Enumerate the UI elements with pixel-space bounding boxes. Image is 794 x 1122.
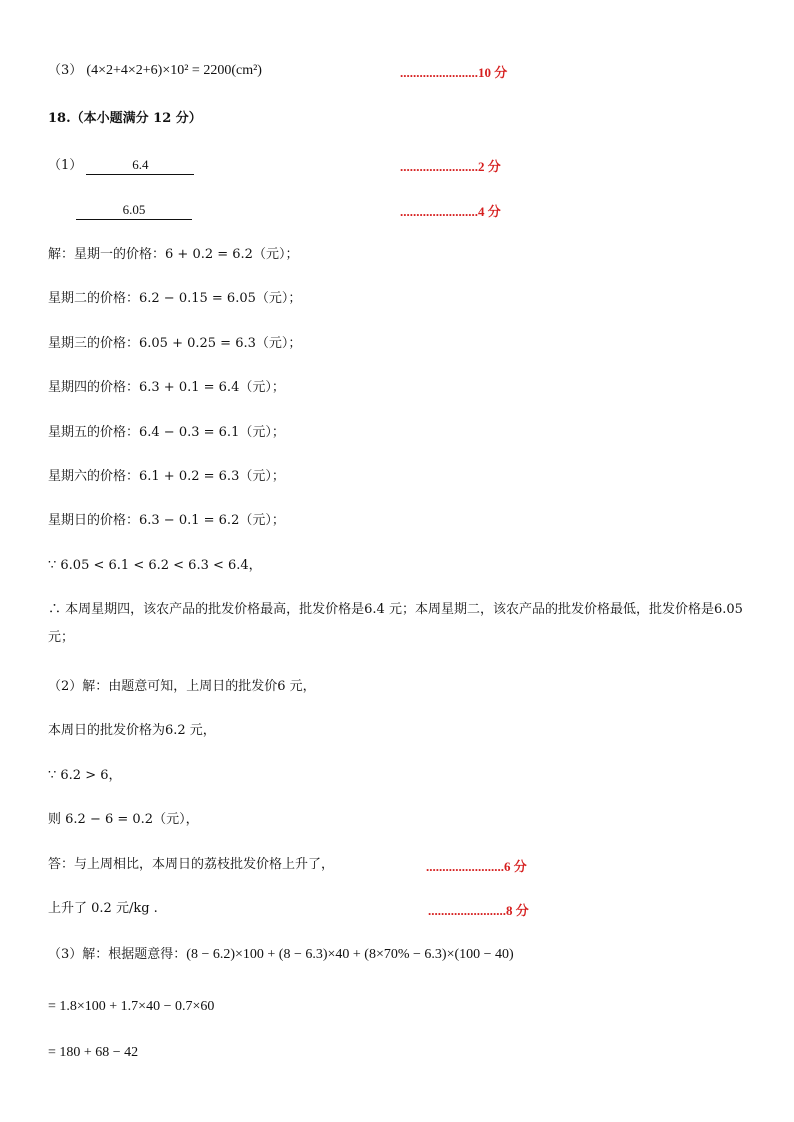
answer-blank-1: 6.4 xyxy=(86,156,194,175)
saturday-price: 星期六的价格：6.1 + 0.2 = 6.3（元）； xyxy=(48,469,285,484)
score-8: ........................8 分 xyxy=(428,903,529,918)
score-6: ........................6 分 xyxy=(426,859,527,874)
solution-label: 解： xyxy=(48,247,75,262)
answer-blank-2: 6.05 xyxy=(76,201,192,220)
area-formula: (4×2+4×2+6)×10² = 2200(cm²) xyxy=(86,63,262,78)
part3-step-2: = 180 + 68 − 42 xyxy=(48,1045,139,1060)
monday-price: 星期一的价格：6 + 0.2 = 6.2（元）； xyxy=(74,247,299,262)
score-10: ........................10 分 xyxy=(400,65,508,80)
thursday-price: 星期四的价格：6.3 + 0.1 = 6.4（元）； xyxy=(48,380,285,395)
profit-expression: (8 − 6.2)×100 + (8 − 6.3)×40 + (8×70% − 6.3)×(100 − 40) xyxy=(186,947,514,962)
because-comparison: ∵ 6.05 < 6.1 < 6.2 < 6.3 < 6.4， xyxy=(48,558,262,573)
part2-difference: 则 6.2 − 6 = 0.2（元）， xyxy=(48,812,199,827)
part3-area-line xyxy=(48,62,262,80)
question-18-heading: 18.（本小题满分 12 分） xyxy=(48,111,202,126)
part3-solution xyxy=(48,946,514,964)
tuesday-price: 星期二的价格：6.2 − 0.15 = 6.05（元）； xyxy=(48,291,302,306)
sunday-price: 星期日的价格：6.3 − 0.1 = 6.2（元）； xyxy=(48,513,285,528)
part1-answer-line xyxy=(48,156,194,175)
score-4: ........................4 分 xyxy=(400,204,501,219)
friday-price: 星期五的价格：6.4 − 0.3 = 6.1（元）； xyxy=(48,425,285,440)
score-2: ........................2 分 xyxy=(400,159,501,174)
part3-intro: （3）解：根据题意得： xyxy=(48,947,187,962)
solution-monday xyxy=(48,246,298,264)
part2-sunday-price: 本周日的批发价格为6.2 元， xyxy=(48,723,216,738)
part2-answer: 答：与上周相比，本周日的荔枝批发价格上升了， xyxy=(48,857,335,872)
part3-step-1: = 1.8×100 + 1.7×40 − 0.7×60 xyxy=(48,999,215,1014)
part3-label: （3） xyxy=(48,63,83,78)
wednesday-price: 星期三的价格：6.05 + 0.25 = 6.3（元）； xyxy=(48,336,302,351)
part2-intro: （2）解：由题意可知，上周日的批发价6 元， xyxy=(48,679,316,694)
part2-because: ∵ 6.2 > 6， xyxy=(48,768,122,783)
therefore-conclusion: ∴ 本周星期四，该农产品的批发价格最高，批发价格是6.4 元；本周星期二，该农产品的批发价格最低，批发价格是6.05元； xyxy=(48,602,743,645)
part1-label: （1） xyxy=(48,158,83,173)
part1-answer-line-2 xyxy=(76,201,192,220)
part2-rise-amount: 上升了 0.2 元/kg . xyxy=(48,901,158,916)
